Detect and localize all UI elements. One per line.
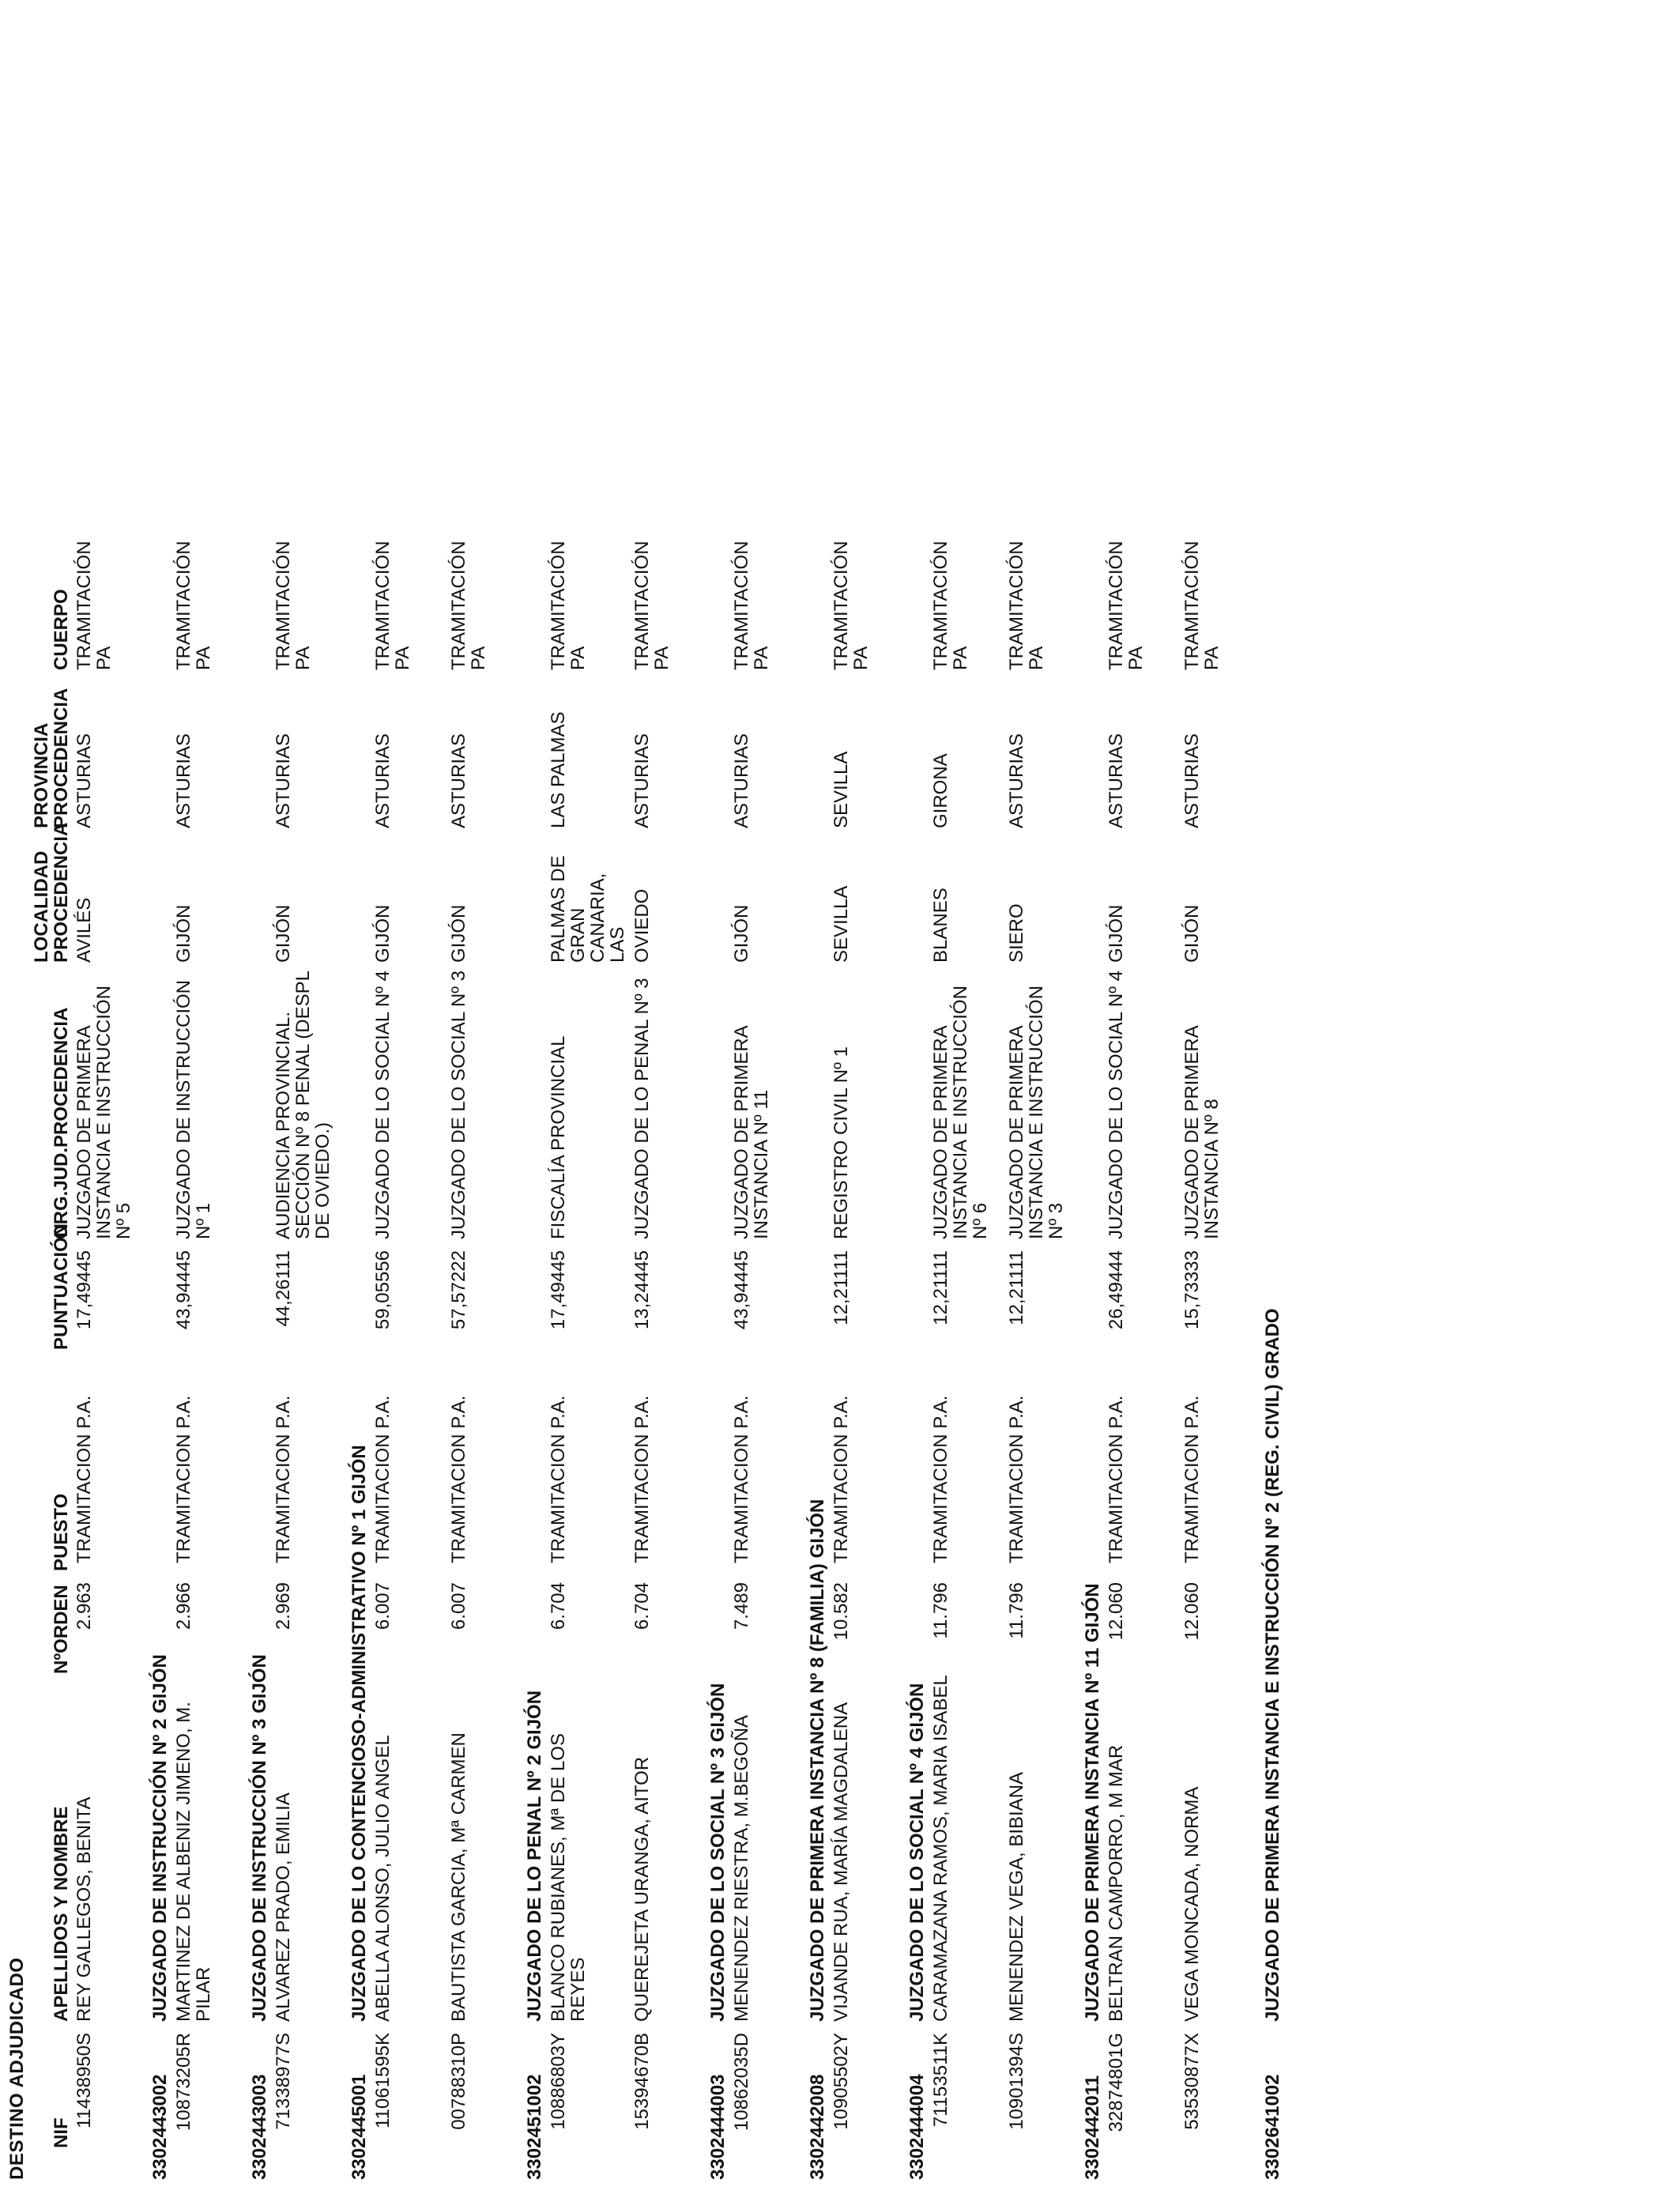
cell-provincia: ASTURIAS bbox=[73, 733, 95, 828]
cell-provincia: ASTURIAS bbox=[1181, 733, 1203, 828]
cell-localidad: GIJÓN bbox=[448, 904, 469, 963]
header-nif: NIF bbox=[51, 2117, 72, 2148]
cell-nombre: BLANCO RUBIANES, Mª DE LOS REYES bbox=[548, 1733, 589, 2022]
cell-org: FISCALÍA PROVINCIAL bbox=[548, 1035, 569, 1239]
cell-orden: 6.007 bbox=[448, 1582, 469, 1630]
cell-puntuacion: 12,21111 bbox=[831, 1250, 852, 1325]
cell-localidad: OVIEDO bbox=[631, 888, 653, 963]
cell-puesto: TRAMITACION P.A. bbox=[1106, 1395, 1127, 1563]
cell-orden: 6.704 bbox=[548, 1582, 569, 1630]
table-row bbox=[931, 14, 1007, 2180]
group-code: 3302445001 bbox=[348, 2074, 370, 2180]
cell-cuerpo: TRAMITACIÓN PA bbox=[631, 541, 672, 670]
cell-localidad: SIERO bbox=[1006, 903, 1027, 963]
cell-orden: 2.969 bbox=[273, 1582, 294, 1630]
cell-localidad: PALMAS DE GRAN CANARIA, LAS bbox=[548, 855, 628, 963]
cell-cuerpo: TRAMITACIÓN PA bbox=[448, 541, 489, 670]
cell-puntuacion: 44,26111 bbox=[273, 1250, 294, 1327]
cell-orden: 11.796 bbox=[930, 1582, 951, 1639]
cell-orden: 6.704 bbox=[631, 1582, 653, 1630]
cell-nif: 10862035D bbox=[731, 2033, 752, 2132]
cell-localidad: GIJÓN bbox=[731, 904, 752, 963]
group-code: 3302442011 bbox=[1082, 2075, 1103, 2180]
cell-cuerpo: TRAMITACIÓN PA bbox=[1181, 541, 1222, 670]
cell-provincia: ASTURIAS bbox=[1106, 733, 1127, 828]
cell-orden: 12.060 bbox=[1106, 1582, 1127, 1641]
cell-nif: 10901394S bbox=[1006, 2033, 1027, 2130]
cell-cuerpo: TRAMITACIÓN PA bbox=[930, 541, 971, 670]
cell-org: JUZGADO DE PRIMERA INSTANCIA Nº 8 bbox=[1181, 1026, 1222, 1239]
group-name: JUZGADO DE LO CONTENCIOSO-ADMINISTRATIVO Nº 1 GIJÓN bbox=[348, 1445, 370, 2022]
table-row bbox=[174, 14, 250, 2180]
cell-puntuacion: 57,57222 bbox=[448, 1250, 469, 1330]
group-code: 3302442008 bbox=[807, 2074, 828, 2180]
cell-localidad: BLANES bbox=[930, 888, 951, 963]
cell-cuerpo: TRAMITACIÓN PA bbox=[831, 541, 872, 670]
cell-org: JUZGADO DE LO SOCIAL Nº 4 bbox=[372, 971, 394, 1239]
cell-puntuacion: 43,94445 bbox=[173, 1250, 194, 1330]
group-heading bbox=[525, 14, 548, 2180]
header-puesto: PUESTO bbox=[51, 1493, 72, 1571]
cell-puntuacion: 17,49445 bbox=[548, 1250, 569, 1330]
cell-puesto: TRAMITACION P.A. bbox=[1181, 1395, 1203, 1563]
cell-nombre: VIJANDE RUA, MARÍA MAGDALENA bbox=[831, 1702, 852, 2022]
cell-nif: 32874801G bbox=[1106, 2033, 1127, 2132]
cell-nif: 10905502Y bbox=[831, 2033, 852, 2130]
table-row bbox=[548, 14, 632, 2180]
cell-provincia: ASTURIAS bbox=[273, 733, 294, 828]
group-name: JUZGADO DE LO SOCIAL Nº 3 GIJÓN bbox=[707, 1683, 729, 2022]
table-row bbox=[449, 14, 525, 2180]
cell-nif: 11438950S bbox=[73, 2033, 95, 2129]
cell-provincia: ASTURIAS bbox=[1006, 733, 1027, 828]
cell-puesto: TRAMITACION P.A. bbox=[73, 1395, 95, 1563]
cell-puntuacion: 15,73333 bbox=[1181, 1250, 1203, 1330]
table-row bbox=[1106, 14, 1182, 2180]
cell-provincia: ASTURIAS bbox=[448, 733, 469, 828]
cell-puesto: TRAMITACION P.A. bbox=[173, 1395, 194, 1563]
cell-localidad: SEVILLA bbox=[831, 885, 852, 963]
group-name: JUZGADO DE LO PENAL Nº 2 GIJÓN bbox=[524, 1690, 545, 2022]
group-name: JUZGADO DE PRIMERA INSTANCIA Nº 8 (FAMILIA) GIJÓN bbox=[807, 1498, 828, 2022]
cell-nif: 10886803Y bbox=[548, 2033, 569, 2130]
cell-puntuacion: 12,21111 bbox=[930, 1250, 951, 1325]
cell-provincia: SEVILLA bbox=[831, 751, 852, 828]
cell-nif: 11061595K bbox=[372, 2033, 394, 2129]
cell-cuerpo: TRAMITACIÓN PA bbox=[731, 541, 772, 670]
cell-cuerpo: TRAMITACIÓN PA bbox=[73, 541, 115, 670]
cell-puntuacion: 59,05556 bbox=[372, 1250, 394, 1330]
cell-org: JUZGADO DE LO PENAL Nº 3 bbox=[631, 978, 653, 1239]
cell-localidad: GIJÓN bbox=[173, 904, 194, 963]
group-name: JUZGADO DE PRIMERA INSTANCIA Nº 11 GIJÓN bbox=[1082, 1583, 1103, 2022]
cell-nombre: BELTRAN CAMPORRO, M MAR bbox=[1106, 1744, 1127, 2022]
cell-nombre: VEGA MONCADA, NORMA bbox=[1181, 1786, 1203, 2022]
cell-nombre: ABELLA ALONSO, JULIO ANGEL bbox=[372, 1735, 394, 2022]
cell-orden: 11.796 bbox=[1006, 1582, 1027, 1639]
cell-puntuacion: 17,49445 bbox=[73, 1250, 95, 1330]
cell-nombre: MENENDEZ VEGA, BIBIANA bbox=[1006, 1771, 1027, 2022]
cell-nif: 10873205R bbox=[173, 2033, 194, 2132]
cell-provincia: ASTURIAS bbox=[372, 733, 394, 828]
cell-nombre: REY GALLEGOS, BENITA bbox=[73, 1796, 95, 2022]
cell-nombre: MARTINEZ DE ALBENIZ JIMENO, M. PILAR bbox=[173, 1702, 214, 2022]
cell-provincia: ASTURIAS bbox=[631, 733, 653, 828]
cell-nombre: QUEREJETA URANGA, AITOR bbox=[631, 1756, 653, 2022]
group-code: 3302443002 bbox=[149, 2074, 171, 2180]
group-heading bbox=[150, 14, 174, 2180]
cell-org: JUZGADO DE INSTRUCCIÓN Nº 1 bbox=[173, 979, 214, 1239]
header-org: ORG.JUD.PROCEDENCIA bbox=[51, 1007, 72, 1239]
cell-puesto: TRAMITACION P.A. bbox=[1006, 1395, 1027, 1563]
cell-nif: 71153511K bbox=[930, 2033, 951, 2128]
cell-cuerpo: TRAMITACIÓN PA bbox=[548, 541, 589, 670]
cell-puesto: TRAMITACION P.A. bbox=[448, 1395, 469, 1563]
cell-org: JUZGADO DE LO SOCIAL Nº 4 bbox=[1106, 971, 1127, 1239]
cell-nombre: BAUTISTA GARCIA, Mª CARMEN bbox=[448, 1732, 469, 2022]
group-name: JUZGADO DE LO SOCIAL Nº 4 GIJÓN bbox=[906, 1683, 928, 2022]
cell-nombre: MENENDEZ RIESTRA, M.BEGOÑA bbox=[731, 1714, 752, 2022]
table-row bbox=[273, 14, 349, 2180]
cell-puntuacion: 43,94445 bbox=[731, 1250, 752, 1330]
page-title: DESTINO ADJUDICADO bbox=[6, 1957, 28, 2180]
group-heading bbox=[250, 14, 273, 2180]
table-header bbox=[28, 14, 74, 2180]
cell-puntuacion: 13,24445 bbox=[631, 1250, 653, 1330]
cell-puesto: TRAMITACION P.A. bbox=[273, 1395, 294, 1563]
header-puntuacion: PUNTUACIÓN bbox=[51, 1223, 72, 1350]
cell-org: JUZGADO DE PRIMERA INSTANCIA Nº 11 bbox=[731, 1026, 772, 1239]
header-cuerpo: CUERPO bbox=[51, 589, 72, 670]
cell-cuerpo: TRAMITACIÓN PA bbox=[1106, 541, 1147, 670]
cell-cuerpo: TRAMITACIÓN PA bbox=[372, 541, 413, 670]
cell-org: JUZGADO DE PRIMERA INSTANCIA E INSTRUCCIÓN Nº 3 bbox=[1006, 986, 1067, 1239]
cell-localidad: GIJÓN bbox=[372, 904, 394, 963]
cell-provincia: LAS PALMAS bbox=[548, 711, 569, 828]
cell-orden: 10.582 bbox=[831, 1582, 852, 1641]
cell-orden: 6.007 bbox=[372, 1582, 394, 1630]
cell-nif: 53530877X bbox=[1181, 2033, 1203, 2130]
group-code: 3302443003 bbox=[249, 2074, 270, 2180]
group-heading bbox=[808, 14, 831, 2180]
group-code: 3302444004 bbox=[906, 2074, 928, 2180]
cell-provincia: ASTURIAS bbox=[731, 733, 752, 828]
group-name: JUZGADO DE INSTRUCCIÓN Nº 2 GIJÓN bbox=[149, 1654, 171, 2022]
cell-puesto: TRAMITACION P.A. bbox=[372, 1395, 394, 1563]
cell-org: AUDIENCIA PROVINCIAL. SECCIÓN Nº 8 PENAL (DESPL DE OVIEDO.) bbox=[273, 971, 333, 1239]
cell-orden: 12.060 bbox=[1181, 1582, 1203, 1641]
cell-org: JUZGADO DE LO SOCIAL Nº 3 bbox=[448, 971, 469, 1239]
cell-puntuacion: 12,21111 bbox=[1006, 1250, 1027, 1325]
header-orden: NºORDEN bbox=[51, 1585, 72, 1674]
group-heading bbox=[1083, 14, 1106, 2180]
cell-nombre: ALVAREZ PRADO, EMILIA bbox=[273, 1793, 294, 2022]
group-heading bbox=[708, 14, 732, 2180]
cell-provincia: ASTURIAS bbox=[173, 733, 194, 828]
header-localidad: LOCALIDAD PROCEDENCIA bbox=[31, 822, 72, 963]
table-row bbox=[732, 14, 808, 2180]
cell-nif: 15394670B bbox=[631, 2033, 653, 2130]
cell-orden: 2.966 bbox=[173, 1582, 194, 1630]
table-row bbox=[1007, 14, 1083, 2180]
footer-group-name: JUZGADO DE PRIMERA INSTANCIA E INSTRUCCIÓN Nº 2 (REG. CIVIL) GRADO bbox=[1262, 1308, 1283, 2022]
cell-orden: 7.489 bbox=[731, 1582, 752, 1630]
cell-cuerpo: TRAMITACIÓN PA bbox=[173, 541, 214, 670]
cell-provincia: GIRONA bbox=[930, 753, 951, 828]
cell-puesto: TRAMITACION P.A. bbox=[930, 1395, 951, 1563]
cell-localidad: AVILÉS bbox=[73, 897, 95, 963]
table-row bbox=[831, 14, 907, 2180]
cell-puesto: TRAMITACION P.A. bbox=[548, 1395, 569, 1563]
group-heading bbox=[907, 14, 931, 2180]
group-code: 3302444003 bbox=[707, 2074, 729, 2180]
table-row bbox=[373, 14, 449, 2180]
table-row bbox=[632, 14, 708, 2180]
header-provincia: PROVINCIA PROCEDENCIA bbox=[31, 688, 72, 828]
group-code: 3302451002 bbox=[524, 2074, 545, 2180]
cell-puesto: TRAMITACION P.A. bbox=[831, 1395, 852, 1563]
cell-orden: 2.963 bbox=[73, 1582, 95, 1630]
header-nombre: APELLIDOS Y NOMBRE bbox=[51, 1806, 72, 2022]
cell-localidad: GIJÓN bbox=[1106, 904, 1127, 963]
cell-nif: 71338977S bbox=[273, 2033, 294, 2130]
cell-org: REGISTRO CIVIL Nº 1 bbox=[831, 1046, 852, 1239]
cell-nif: 00788310P bbox=[448, 2033, 469, 2130]
group-heading bbox=[349, 14, 373, 2180]
cell-puesto: TRAMITACION P.A. bbox=[631, 1395, 653, 1563]
table-row bbox=[1182, 14, 1258, 2180]
adjudication-sheet bbox=[6, 14, 1286, 2180]
cell-org: JUZGADO DE PRIMERA INSTANCIA E INSTRUCCIÓN Nº 5 bbox=[73, 986, 134, 1239]
group-name: JUZGADO DE INSTRUCCIÓN Nº 3 GIJÓN bbox=[249, 1654, 270, 2022]
table-body bbox=[74, 14, 1258, 2180]
cell-puesto: TRAMITACION P.A. bbox=[731, 1395, 752, 1563]
cell-org: JUZGADO DE PRIMERA INSTANCIA E INSTRUCCIÓN Nº 6 bbox=[930, 986, 991, 1239]
cell-cuerpo: TRAMITACIÓN PA bbox=[273, 541, 314, 670]
cell-puntuacion: 26,49444 bbox=[1106, 1250, 1127, 1330]
table-row bbox=[74, 14, 150, 2180]
footer-group-code: 3302641002 bbox=[1262, 2074, 1283, 2180]
cell-nombre: CARAMAZANA RAMOS, MARIA ISABEL bbox=[930, 1675, 951, 2022]
footer-group-heading bbox=[1263, 14, 1286, 2180]
cell-localidad: GIJÓN bbox=[273, 904, 294, 963]
cell-cuerpo: TRAMITACIÓN PA bbox=[1006, 541, 1047, 670]
cell-localidad: GIJÓN bbox=[1181, 904, 1203, 963]
